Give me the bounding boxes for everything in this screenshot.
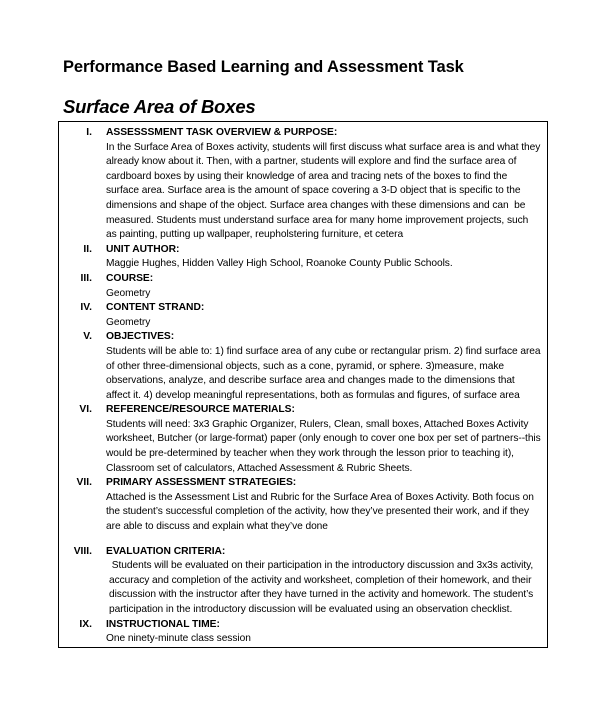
section-numeral: VIII.	[73, 545, 92, 557]
section-heading: EVALUATION CRITERIA:	[106, 545, 226, 557]
section-heading: ASSESSSMENT TASK OVERVIEW & PURPOSE:	[106, 127, 338, 138]
section-assessment-task-overview	[59, 126, 547, 243]
section-numeral: III.	[80, 272, 92, 284]
section-course	[59, 272, 547, 301]
section-body: Attached is the Assessment List and Rubric for the Surface Area of Boxes Activity. Both focus on the student’s successful completion of the activity, how they’ve presented their work, and if they are able to discuss and explain what they’ve done	[106, 491, 537, 533]
section-body: Geometry	[106, 316, 151, 328]
page-title: Performance Based Learning and Assessment Task	[63, 58, 464, 76]
task-outline-box	[58, 121, 548, 648]
section-evaluation-criteria	[59, 545, 547, 618]
section-numeral: VI.	[79, 404, 92, 416]
section-instructional-time	[59, 618, 547, 647]
section-objectives	[59, 330, 547, 403]
section-heading: CONTENT STRAND:	[106, 302, 205, 314]
section-heading: REFERENCE/RESOURCE MATERIALS:	[106, 404, 295, 416]
page-subtitle: Surface Area of Boxes	[63, 96, 256, 117]
section-numeral: IX.	[79, 618, 92, 630]
section-numeral: VII.	[76, 477, 92, 489]
section-body: One ninety-minute class session	[106, 633, 251, 645]
section-unit-author	[59, 243, 547, 272]
section-body: Geometry	[106, 287, 151, 299]
section-numeral: IV.	[80, 302, 92, 314]
section-numeral: V.	[83, 331, 92, 343]
section-reference-resource-materials	[59, 403, 547, 476]
section-body: Students will be evaluated on their participation in the introductory discussion and 3x3s activity, accuracy and completion of the activity and worksheet, completion of their homework, and their discussion with the instructor after they have turned in the activity and homework. The student’s participation in the introductory discussion will be evaluated using an observation checklist.	[109, 560, 536, 615]
section-primary-assessment-strategies	[59, 476, 547, 534]
section-numeral: II.	[83, 243, 92, 255]
section-numeral: I.	[86, 127, 92, 138]
section-content-strand	[59, 301, 547, 330]
section-body: Students will need: 3x3 Graphic Organizer, Rulers, Clean, small boxes, Attached Boxes Activity worksheet, Butcher (or large-format) paper (only enough to cover one box per set of partners--this would be pre-determined by teacher when they work through the lesson prior to teaching it), Classroom set of calculators, Attached Assessment & Rubric Sheets.	[106, 418, 544, 474]
section-heading: UNIT AUTHOR:	[106, 243, 180, 255]
section-body: Students will be able to: 1) find surface area of any cube or rectangular prism. 2) find surface area of other three-dimensional objects, such as a cone, pyramid, or sphere. 3)measure, make observations, analyze, and describe surface area and changes made to the dimensions that affect it. 4) develop meaningful representations, both as formulas and figures, of surface area	[106, 345, 544, 401]
section-body: In the Surface Area of Boxes activity, students will first discuss what surface area is and what they already know about it. Then, with a partner, students will explore and find the surface area of cardboard boxes by using their knowledge of area and tracing nets of the boxes to find the surface area. Surface area is the amount of space covering a 3-D object that is specific to the dimensions and shape of the object. Surface area changes with these dimensions and can be measured. Students must understand surface area for many home improvement projects, such as painting, putting up wallpaper, reupholstering furniture, et cetera	[106, 141, 544, 241]
section-list	[59, 122, 547, 647]
section-heading: OBJECTIVES:	[106, 331, 175, 343]
section-heading: COURSE:	[106, 272, 154, 284]
section-heading: INSTRUCTIONAL TIME:	[106, 618, 220, 630]
section-body: Maggie Hughes, Hidden Valley High School, Roanoke County Public Schools.	[106, 258, 453, 270]
section-heading: PRIMARY ASSESSMENT STRATEGIES:	[106, 477, 297, 489]
